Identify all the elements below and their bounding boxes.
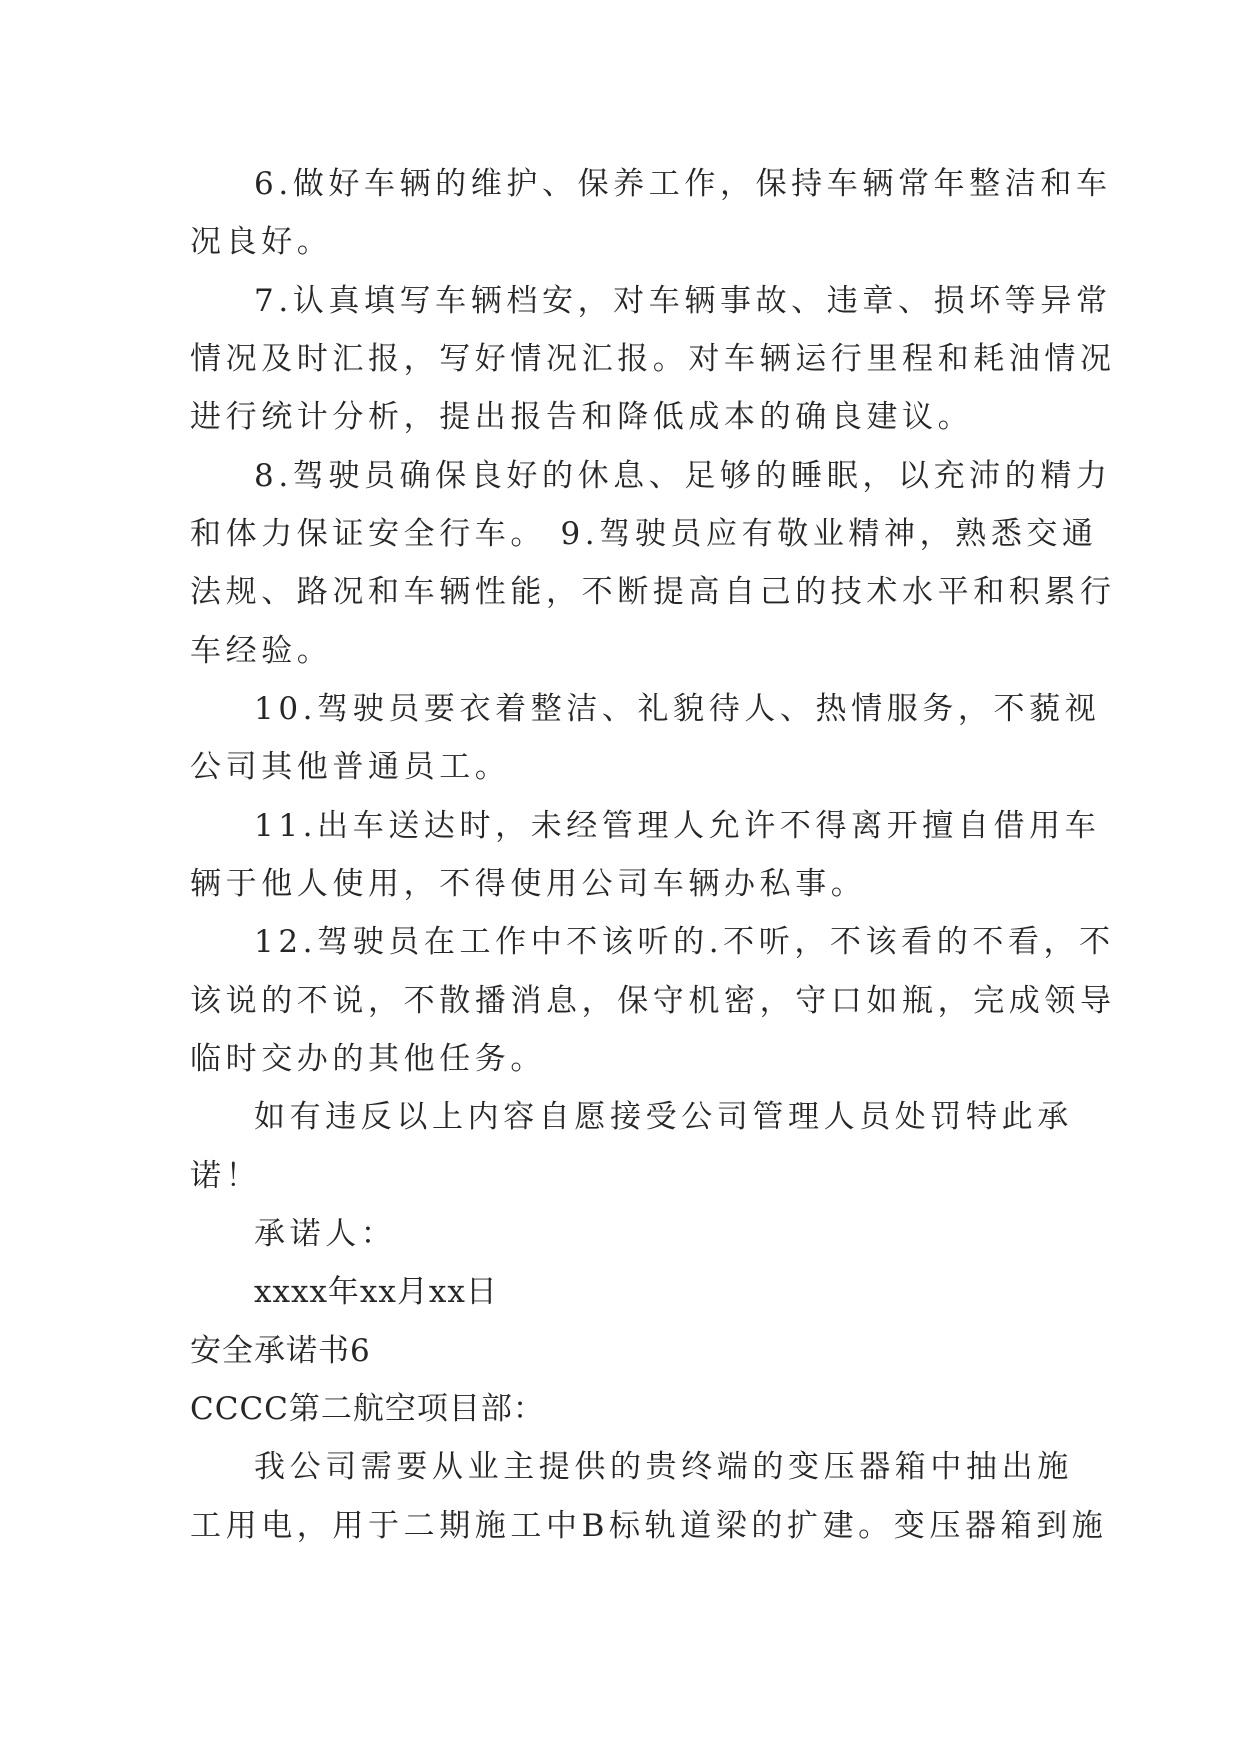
paragraph-8-line-4: 车经验。 (190, 633, 333, 669)
paragraph-7-line-1: 7.认真填写车辆档安，对车辆事故、违章、损坏等异常 (254, 283, 1112, 319)
body-paragraph-line-1: 我公司需要从业主提供的贵终端的变压器箱中抽出施 (254, 1449, 1073, 1485)
section-title: 安全承诺书6 (190, 1333, 371, 1369)
paragraph-6-line-2: 况良好。 (190, 224, 333, 260)
paragraph-8-line-3: 法规、路况和车辆性能，不断提高自己的技术水平和积累行 (190, 574, 1116, 610)
paragraph-11-line-1: 11.出车送达时，未经管理人允许不得离开擅自借用车 (254, 808, 1101, 844)
pledge-statement-line-1: 如有违反以上内容自愿接受公司管理人员处罚特此承 (254, 1099, 1073, 1135)
paragraph-8-line-2: 和体力保证安全行车。 9.驾驶员应有敬业精神，熟悉交通 (190, 516, 1098, 552)
paragraph-12-line-1: 12.驾驶员在工作中不该听的.不听，不该看的不看，不 (254, 924, 1115, 960)
paragraph-6-line-1: 6.做好车辆的维护、保养工作，保持车辆常年整洁和车 (254, 166, 1112, 202)
signatory-label: 承诺人： (254, 1216, 397, 1252)
paragraph-10-line-1: 10.驾驶员要衣着整洁、礼貌待人、热情服务，不藐视 (254, 691, 1101, 727)
paragraph-8-line-1: 8.驾驶员确保良好的休息、足够的睡眠，以充沛的精力 (254, 458, 1112, 494)
paragraph-10-line-2: 公司其他普通员工。 (190, 749, 511, 785)
body-paragraph-line-2: 工用电，用于二期施工中B标轨道梁的扩建。变压器箱到施 (190, 1508, 1108, 1544)
paragraph-12-line-2: 该说的不说，不散播消息，保守机密，守口如瓶，完成领导 (190, 983, 1116, 1019)
paragraph-7-line-2: 情况及时汇报，写好情况汇报。对车辆运行里程和耗油情况 (190, 341, 1116, 377)
paragraph-7-line-3: 进行统计分析，提出报告和降低成本的确良建议。 (190, 399, 974, 435)
paragraph-12-line-3: 临时交办的其他任务。 (190, 1041, 546, 1077)
paragraph-11-line-2: 辆于他人使用，不得使用公司车辆办私事。 (190, 866, 867, 902)
date-line: xxxx年xx月xx日 (254, 1274, 498, 1310)
pledge-statement-line-2: 诺！ (190, 1158, 262, 1194)
addressee-line: CCCC第二航空项目部： (190, 1391, 545, 1427)
